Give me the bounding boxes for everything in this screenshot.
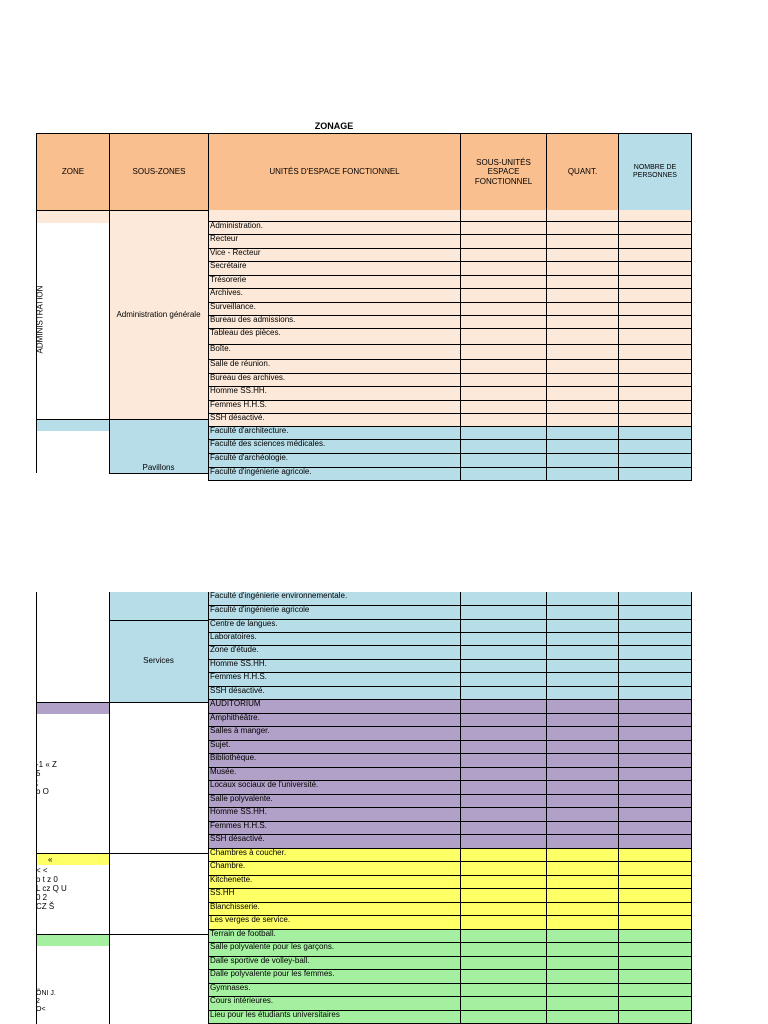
table-row	[208, 673, 692, 687]
empty-cell	[461, 345, 547, 359]
empty-cell	[547, 943, 619, 956]
empty-cell	[461, 781, 547, 794]
row-label: Kitchenette.	[209, 876, 461, 888]
empty-cell	[619, 454, 691, 467]
empty-cell	[547, 916, 619, 929]
table-title: ZONAGE	[314, 121, 354, 131]
empty-cell	[461, 930, 547, 942]
empty-cell	[619, 289, 691, 302]
empty-cell	[461, 1011, 547, 1023]
empty-cell	[619, 360, 691, 373]
table-row	[208, 374, 692, 387]
table-row	[208, 387, 692, 401]
empty-cell	[547, 700, 619, 713]
empty-cell	[461, 633, 547, 645]
row-label: Tableau des pièces.	[209, 329, 461, 344]
empty-cell	[619, 700, 691, 713]
table-row	[208, 620, 692, 633]
empty-cell	[619, 633, 691, 645]
row-label: Femmes H.H.S.	[209, 822, 461, 834]
table-row	[208, 276, 692, 289]
table-row	[208, 862, 692, 876]
table-row	[208, 303, 692, 316]
zone-color-bar-residence	[36, 853, 109, 865]
empty-cell	[619, 862, 691, 875]
empty-cell	[547, 249, 619, 261]
row-label: Faculté d'ingénierie environnementale.	[209, 592, 461, 605]
empty-cell	[547, 374, 619, 386]
row-label: Sujet.	[209, 741, 461, 753]
empty-cell	[547, 289, 619, 302]
subzone-label-admin-generale: Administration générale	[116, 309, 201, 319]
table-row	[208, 592, 692, 606]
table-row	[208, 876, 692, 889]
empty-cell	[619, 741, 691, 753]
table-row	[208, 606, 692, 620]
row-label: Salle polyvalente pour les garçons.	[209, 943, 461, 956]
row-label: Laboratoires.	[209, 633, 461, 645]
empty-cell	[619, 316, 691, 328]
table-row	[208, 222, 692, 235]
row-label: Faculté d'ingénierie agricole	[209, 606, 461, 619]
subzone-label-services: Services	[143, 655, 174, 665]
empty-cell	[547, 687, 619, 699]
row-label: Musée.	[209, 768, 461, 780]
empty-cell	[547, 970, 619, 983]
table-row	[208, 360, 692, 374]
table-row	[208, 903, 692, 916]
empty-cell	[619, 835, 691, 848]
header-sous-unites: SOUS-UNITÉS ESPACE FONCTIONNEL	[460, 133, 547, 211]
empty-cell	[461, 862, 547, 875]
empty-cell	[461, 262, 547, 275]
empty-cell	[547, 754, 619, 767]
row-label: Salles à manger.	[209, 727, 461, 740]
empty-cell	[461, 427, 547, 439]
empty-cell	[461, 387, 547, 400]
empty-cell	[547, 414, 619, 426]
empty-cell	[619, 329, 691, 344]
row-label: Homme SS.HH.	[209, 660, 461, 672]
empty-cell	[461, 276, 547, 288]
empty-cell	[619, 727, 691, 740]
empty-cell	[461, 822, 547, 834]
empty-cell	[547, 276, 619, 288]
row-label: Boîte.	[209, 345, 461, 359]
subzone-cell-pavillons-cont	[109, 592, 208, 620]
row-label: AUDITORIUM	[209, 700, 461, 713]
empty-cell	[547, 997, 619, 1010]
empty-cell	[461, 835, 547, 848]
empty-cell	[619, 1011, 691, 1023]
empty-cell	[461, 329, 547, 344]
empty-cell	[461, 727, 547, 740]
empty-cell	[619, 997, 691, 1010]
subzone-label-pavillons: Pavillons	[142, 462, 175, 472]
empty-cell	[461, 401, 547, 413]
table-row	[208, 262, 692, 276]
empty-cell	[547, 903, 619, 915]
header-zone: ZONE	[36, 133, 110, 211]
empty-cell	[547, 849, 619, 861]
table-row	[208, 289, 692, 303]
empty-cell	[547, 741, 619, 753]
row-label: Archives.	[209, 289, 461, 302]
empty-cell	[619, 468, 691, 480]
empty-cell	[619, 222, 691, 234]
empty-cell	[461, 249, 547, 261]
table-row	[208, 468, 692, 481]
table-row	[208, 754, 692, 768]
empty-cell	[619, 984, 691, 996]
empty-cell	[619, 427, 691, 439]
table-row	[208, 714, 692, 727]
row-label: Zone d'étude.	[209, 646, 461, 659]
empty-cell	[547, 822, 619, 834]
empty-cell	[461, 440, 547, 453]
empty-cell	[547, 440, 619, 453]
empty-cell	[461, 210, 547, 221]
table-row	[208, 329, 692, 345]
empty-cell	[547, 808, 619, 821]
row-label: Terrain de football.	[209, 930, 461, 942]
row-label: Faculté d'archéologie.	[209, 454, 461, 467]
empty-cell	[547, 876, 619, 888]
empty-cell	[619, 401, 691, 413]
empty-cell	[461, 984, 547, 996]
empty-cell	[547, 222, 619, 234]
empty-cell	[619, 903, 691, 915]
zone-label-garbled-2: «	[48, 855, 53, 864]
empty-cell	[547, 235, 619, 248]
header-unites: UNITÉS D'ESPACE FONCTIONNEL	[208, 133, 461, 211]
empty-cell	[619, 930, 691, 942]
row-label: Secrétaire	[209, 262, 461, 275]
empty-cell	[461, 620, 547, 632]
row-label: SSH désactivé.	[209, 835, 461, 848]
empty-cell	[619, 592, 691, 605]
empty-cell	[619, 440, 691, 453]
empty-cell	[619, 235, 691, 248]
empty-cell	[461, 592, 547, 605]
empty-cell	[619, 673, 691, 686]
table-row	[208, 727, 692, 741]
empty-cell	[461, 468, 547, 480]
empty-cell	[619, 646, 691, 659]
empty-cell	[619, 374, 691, 386]
table-row	[208, 957, 692, 970]
row-label: Femmes H.H.S.	[209, 673, 461, 686]
empty-cell	[619, 957, 691, 969]
empty-cell	[461, 970, 547, 983]
empty-cell	[461, 714, 547, 726]
table-row	[208, 427, 692, 440]
table-row	[208, 781, 692, 795]
empty-cell	[619, 414, 691, 426]
table-row	[208, 835, 692, 849]
table-row	[208, 345, 692, 360]
table-row	[208, 660, 692, 673]
empty-cell	[461, 795, 547, 807]
zone-label-garbled-4: ÕNI J. 2 O<	[36, 990, 56, 1013]
row-label: Bureau des archives.	[209, 374, 461, 386]
empty-cell	[461, 876, 547, 888]
table-row	[208, 401, 692, 414]
row-label: Centre de langues.	[209, 620, 461, 632]
zone-label-administration: ADMINISTRATION	[35, 285, 45, 354]
row-label	[209, 210, 461, 221]
empty-cell	[619, 249, 691, 261]
empty-cell	[547, 795, 619, 807]
empty-cell	[547, 345, 619, 359]
empty-cell	[619, 768, 691, 780]
row-label: Dalle polyvalente pour les femmes.	[209, 970, 461, 983]
empty-cell	[619, 822, 691, 834]
row-label: Blanchisserie.	[209, 903, 461, 915]
zone-label-garbled-1: -1 « Z 5 ; o O	[36, 760, 57, 796]
table-row	[208, 768, 692, 781]
table-row	[208, 970, 692, 984]
empty-cell	[619, 795, 691, 807]
table-row	[208, 997, 692, 1011]
row-label: Femmes H.H.S.	[209, 401, 461, 413]
zone-color-bar-sports	[36, 934, 109, 946]
row-label: Vice - Recteur	[209, 249, 461, 261]
empty-cell	[619, 781, 691, 794]
empty-cell	[461, 957, 547, 969]
empty-cell	[619, 687, 691, 699]
empty-cell	[461, 849, 547, 861]
empty-cell	[461, 903, 547, 915]
table-row	[208, 454, 692, 468]
header-personnes: NOMBRE DE PERSONNES	[618, 133, 692, 211]
empty-cell	[547, 387, 619, 400]
row-label: Chambres à coucher.	[209, 849, 461, 861]
table-row	[208, 316, 692, 329]
empty-cell	[547, 360, 619, 373]
empty-cell	[547, 454, 619, 467]
empty-cell	[619, 714, 691, 726]
empty-cell	[461, 943, 547, 956]
table-row	[208, 822, 692, 835]
empty-cell	[461, 606, 547, 619]
empty-cell	[461, 741, 547, 753]
table-row	[208, 1011, 692, 1024]
empty-cell	[547, 957, 619, 969]
empty-cell	[547, 660, 619, 672]
empty-cell	[547, 210, 619, 221]
row-label: Salle polyvalente.	[209, 795, 461, 807]
empty-cell	[461, 316, 547, 328]
empty-cell	[547, 768, 619, 780]
empty-cell	[547, 401, 619, 413]
empty-cell	[461, 916, 547, 929]
row-label: Faculté d'architecture.	[209, 427, 461, 439]
empty-cell	[547, 984, 619, 996]
empty-cell	[619, 262, 691, 275]
row-label: Chambre.	[209, 862, 461, 875]
empty-cell	[547, 592, 619, 605]
empty-cell	[619, 889, 691, 902]
empty-cell	[461, 687, 547, 699]
zone-color-bar-auditorium	[36, 702, 109, 714]
table-row	[208, 930, 692, 943]
row-label: Recteur	[209, 235, 461, 248]
table-row	[208, 808, 692, 822]
row-label: Les verges de service.	[209, 916, 461, 929]
row-label: Bureau des admissions.	[209, 316, 461, 328]
empty-cell	[619, 970, 691, 983]
empty-cell	[547, 835, 619, 848]
header-sous-zones: SOUS-ZONES	[109, 133, 209, 211]
empty-cell	[547, 727, 619, 740]
empty-cell	[619, 620, 691, 632]
empty-cell	[619, 754, 691, 767]
empty-cell	[619, 345, 691, 359]
empty-cell	[547, 427, 619, 439]
row-label: Faculté d'ingénierie agricole.	[209, 468, 461, 480]
row-label: Surveillance.	[209, 303, 461, 315]
row-label: Administration.	[209, 222, 461, 234]
row-label: SSH désactivé.	[209, 687, 461, 699]
empty-cell	[619, 210, 691, 221]
table-row	[208, 440, 692, 454]
empty-cell	[547, 468, 619, 480]
table-row	[208, 687, 692, 700]
table-row	[208, 235, 692, 249]
empty-cell	[461, 768, 547, 780]
row-label: Trésorerie	[209, 276, 461, 288]
empty-cell	[619, 916, 691, 929]
empty-cell	[461, 673, 547, 686]
zone-color-bar-admin	[36, 211, 109, 223]
empty-cell	[547, 930, 619, 942]
empty-cell	[461, 660, 547, 672]
row-label: Dalle sportive de volley-ball.	[209, 957, 461, 969]
table-row	[208, 849, 692, 862]
empty-cell	[461, 454, 547, 467]
empty-cell	[619, 387, 691, 400]
empty-cell	[547, 606, 619, 619]
empty-cell	[461, 289, 547, 302]
row-label: Faculté des sciences médicales.	[209, 440, 461, 453]
table-row	[208, 646, 692, 660]
header-quant: QUANT.	[546, 133, 619, 211]
table-row	[208, 916, 692, 930]
row-label: SSH désactivé.	[209, 414, 461, 426]
row-label: Cours intérieures.	[209, 997, 461, 1010]
table-row	[208, 210, 692, 222]
empty-cell	[547, 781, 619, 794]
empty-cell	[461, 808, 547, 821]
empty-cell	[547, 646, 619, 659]
table-row	[208, 984, 692, 997]
empty-cell	[547, 889, 619, 902]
row-label: Bibliothèque.	[209, 754, 461, 767]
empty-cell	[547, 1011, 619, 1023]
empty-cell	[461, 374, 547, 386]
table-row	[208, 633, 692, 646]
table-row	[208, 414, 692, 427]
empty-cell	[547, 303, 619, 315]
row-label: Gymnases.	[209, 984, 461, 996]
row-label: Homme SS.HH.	[209, 387, 461, 400]
table-row	[208, 741, 692, 754]
empty-cell	[547, 633, 619, 645]
empty-cell	[547, 620, 619, 632]
table-row	[208, 795, 692, 808]
row-label: Amphithéâtre.	[209, 714, 461, 726]
empty-cell	[619, 943, 691, 956]
empty-cell	[619, 606, 691, 619]
empty-cell	[619, 808, 691, 821]
row-label: Homme SS.HH.	[209, 808, 461, 821]
empty-cell	[547, 862, 619, 875]
empty-cell	[461, 303, 547, 315]
empty-cell	[461, 889, 547, 902]
empty-cell	[461, 754, 547, 767]
empty-cell	[547, 262, 619, 275]
empty-cell	[547, 316, 619, 328]
zone-color-bar-pavillons	[36, 419, 109, 431]
table-row	[208, 889, 692, 903]
empty-cell	[547, 329, 619, 344]
empty-cell	[547, 714, 619, 726]
empty-cell	[619, 660, 691, 672]
empty-cell	[461, 700, 547, 713]
empty-cell	[461, 235, 547, 248]
row-label: SS.HH	[209, 889, 461, 902]
empty-cell	[619, 276, 691, 288]
empty-cell	[461, 414, 547, 426]
table-row	[208, 943, 692, 957]
zone-label-garbled-3: < < o t z 0 L cz Q U 0 2 CZ Š	[36, 866, 67, 911]
empty-cell	[619, 303, 691, 315]
empty-cell	[461, 360, 547, 373]
empty-cell	[547, 673, 619, 686]
empty-cell	[461, 997, 547, 1010]
row-label: Salle de réunion.	[209, 360, 461, 373]
empty-cell	[619, 876, 691, 888]
row-label: Locaux sociaux de l'université.	[209, 781, 461, 794]
empty-cell	[619, 849, 691, 861]
row-label: Lieu pour les étudiants universitaires	[209, 1011, 461, 1023]
table-row	[208, 249, 692, 262]
empty-cell	[461, 646, 547, 659]
empty-cell	[461, 222, 547, 234]
table-row	[208, 700, 692, 714]
